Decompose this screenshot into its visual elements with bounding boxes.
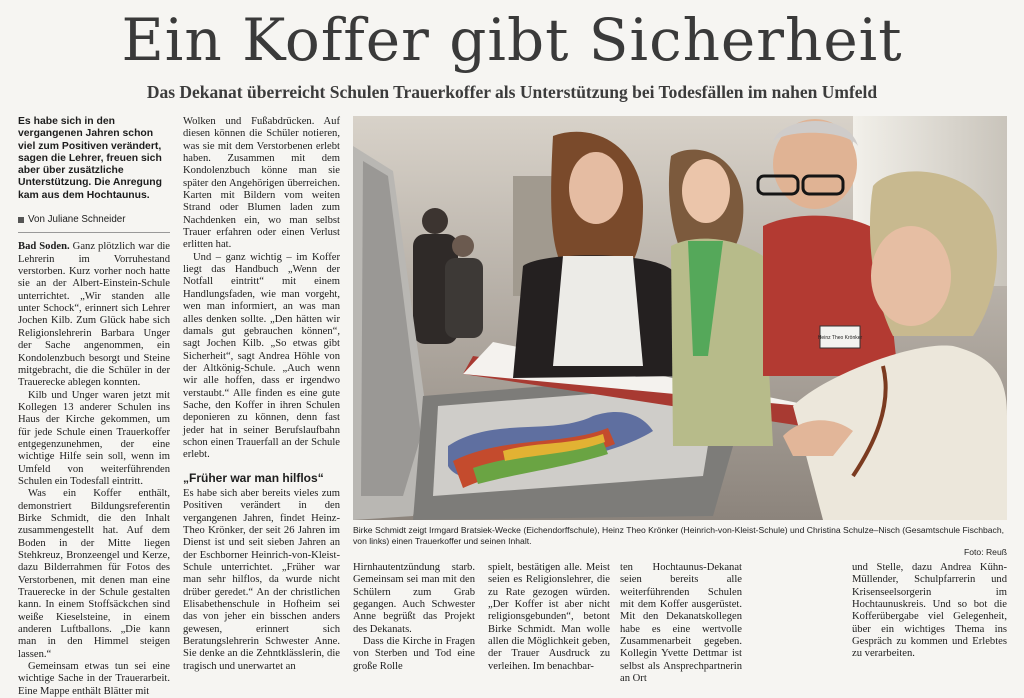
paragraph: Gemeinsam etwas tun sei eine wichtige Sache in der Trauerarbeit. Eine Mappe enthält Blätter mit xyxy=(18,661,170,697)
article-column-3 xyxy=(353,562,475,673)
byline-text: Von Juliane Schneider xyxy=(28,214,126,226)
photo-illustration xyxy=(353,116,1007,520)
name-badge: Heinz Theo Krönker xyxy=(817,335,863,341)
headline: Ein Koffer gibt Sicherheit xyxy=(121,6,903,74)
article-column-1 xyxy=(18,116,170,698)
article-column-2 xyxy=(183,116,340,673)
paragraph: spielt, bestätigen alle. Meist seien es Religionslehrer, die zu Rate gezogen würden. „Der Koffer ist aber nicht religionsgebunden“, betont Birke Schmidt. Man wolle allen die Möglichkeit geben, der Trauer Ausdruck zu verleihen. Im benachbar- xyxy=(488,562,610,672)
byline-square-icon xyxy=(18,217,24,223)
article-column-6 xyxy=(852,562,1007,661)
section-subheading: „Früher war man hilflos“ xyxy=(183,470,324,485)
paragraph: Kilb und Unger waren jetzt mit Kollegen 13 anderer Schulen ins Haus der Kirche gekommen, um für jede Schule einen Trauerkoffer entgegenzunehmen, der eine wichtige Hilfe sein soll, wenn im Umfeld von weiterführenden Schulen ein Todesfall eintritt. xyxy=(18,389,170,487)
article-column-4 xyxy=(488,562,610,673)
paragraph: Wolken und Fußabdrücken. Auf diesen können die Schüler notieren, was sie mit dem Verstorbenen erlebt haben. Zusammen mit dem Kondolenzbuch könne man sie später den Angehörigen überreichen. Karten mit Bildern vom weiten Strand oder Blumen laden zum Nachdenken ein, wo man selbst Trauer erfahren oder einen Verlust erlitten hat. xyxy=(183,116,340,251)
byline xyxy=(18,214,170,226)
lead-paragraph: Es habe sich in den vergangenen Jahren schon viel zum Positiven verändert, sagen die Lehrer, freuen sich aber über zusätzliche Unterstützung. Die Anregung kam aus dem Hochtaunus. xyxy=(18,116,162,201)
photo-credit: Foto: Reuß xyxy=(964,547,1007,557)
paragraph: Hirnhautentzündung starb. Gemeinsam sei man mit den Schülern zum Grab gegangen. Auch Schwester Anne begrüßt das Projekt des Dekanats. xyxy=(353,562,475,635)
divider xyxy=(18,232,170,233)
paragraph-text: Ganz plötzlich war die Lehrerin im Vorruhestand verstorben. Kurz vorher noch hatte sie an der Albert-Einstein-Schule unterrichtet. „Wir standen alle unter Schock“, erinnert sich Lehrer Jochen Kilb. Zum Glück habe sich Religionslehrerin Barbara Unger der Sache angenommen, ein Kondolenzbuch besorgt und Steine mitgebracht, die die Schüler in der Trauerecke ablegen konnten. xyxy=(18,241,171,389)
paragraph xyxy=(18,241,170,389)
photo-caption xyxy=(353,525,1007,558)
article-column-5 xyxy=(620,562,742,685)
subheadline: Das Dekanat überreicht Schulen Trauerkoffer als Unterstützung bei Todesfällen im nahen Umfeld xyxy=(146,82,878,102)
paragraph: und Stelle, dazu Andrea Kühn-Müllender, Schulpfarrerin und Krisenseelsorgerin im Hochtaunuskreis. Und so bot die Kofferübergabe viel Gelegenheit, über ein wichtiges Thema ins Gespräch zu kommen und Erlebtes zu verarbeiten. xyxy=(852,562,1007,660)
paragraph: Und – ganz wichtig – im Koffer liegt das Handbuch „Wenn der Notfall eintritt“ mit einem Handlungsfaden, wie man vorgeht, wen man informiert, an was man alles denken sollte. „Den hätten wir damals gut gebrauchen können“, sagt Jochen Kilb. „So etwas gibt Sicherheit“, sagt Andrea Höhle von der Altkönig-Schule. „Auch wenn wir alle hoffen, dass er irgendwo verstaubt.“ Alle finden es eine gute Sache, den Koffer in ihren Schulen deponieren zu können, denn fast jeder hat in seiner Berufslaufbahn schon einen Trauerfall an der Schule erlebt. xyxy=(183,251,340,461)
dateline: Bad Soden. xyxy=(18,241,70,253)
paragraph: ten Hochtaunus-Dekanat seien bereits alle weiterführenden Schulen mit dem Koffer ausgerüstet. Mit den Dekanatskollegen habe es eine wertvolle Zusammenarbeit gegeben. Kollegin Yvette Dettmar ist selbst als Ansprechpartnerin an Ort xyxy=(620,562,742,685)
caption-text: Birke Schmidt zeigt Irmgard Bratsiek-Wecke (Eichendorffschule), Heinz Theo Krönker (Heinrich-von-Kleist-Schule) und Christina Schulze–Nisch (Gesamtschule Fischbach, von links) einen Trauerkoffer und seinen Inhalt. xyxy=(353,525,1004,546)
article-photo xyxy=(353,116,1007,520)
paragraph: Was ein Koffer enthält, demonstriert Bildungsreferentin Birke Schmidt, die den Inhalt zusammengestellt hat. Auf dem Boden in der Mitte liegen Stehkreuz, Bronzeengel und Kerze, dazu Bilderrahmen für Fotos des Verstorbenen, mit denen man eine Trauerecke in der Schule gestalten kann. In einem Stoffsäckchen sind weiße Kieselsteine, in einem anderen Luftballons. „Die kann man in den Himmel steigen lassen.“ xyxy=(18,488,170,660)
paragraph: Es habe sich aber bereits vieles zum Positiven verändert in den vergangenen Jahren, findet Heinz-Theo Krönker, der seit 26 Jahren im Dienst ist und seit sieben Jahren an der Eschborner Heinrich-von-Kleist-Schule unterrichtet. „Früher war man sehr hilflos, da wurde nicht drüber geredet.“ An der christlichen Elisabethenschule in Hofheim sei das von jeher ein bisschen anders gewesen, erinnert sich Beratungslehrerin Schwester Anne. Sie denke an die Zehntklässlerin, die tragisch und unerwartet an xyxy=(183,487,340,672)
paragraph: Dass die Kirche in Fragen von Sterben und Tod eine große Rolle xyxy=(353,636,475,672)
